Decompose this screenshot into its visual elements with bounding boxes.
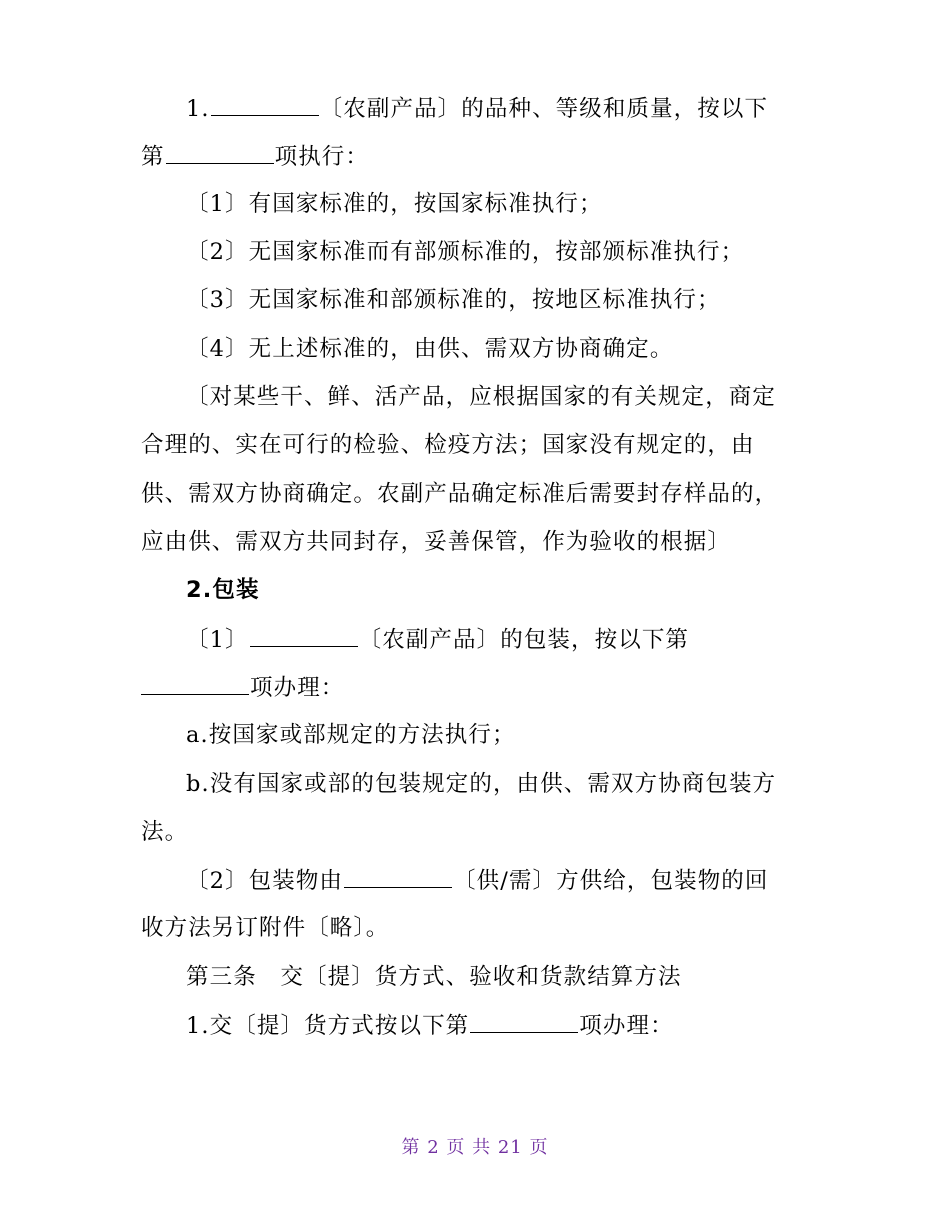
section-heading-packaging: 2.包装 [186, 577, 260, 603]
blank-field[interactable] [344, 865, 452, 888]
paragraph: b.没有国家或部的包装规定的，由供、需双方协商包装方 [186, 771, 777, 797]
paragraph: 〔2〕无国家标准而有部颁标准的，按部颁标准执行； [186, 239, 745, 265]
paragraph: 合理的、实在可行的检验、检疫方法；国家没有规定的，由 [141, 432, 755, 458]
article-3-heading: 第三条 交〔提〕货方式、验收和货款结算方法 [186, 964, 682, 990]
page-footer: 第 2 页 共 21 页 [401, 1137, 549, 1158]
blank-field[interactable] [470, 1010, 578, 1033]
delivery-method-line: 1.交〔提〕货方式按以下第 项办理： [186, 1010, 674, 1041]
paragraph: 〔3〕无国家标准和部颁标准的，按地区标准执行； [186, 287, 721, 313]
clause-1-item-line: 第 项执行： [141, 141, 369, 172]
blank-field[interactable] [250, 624, 358, 647]
blank-field[interactable] [141, 672, 249, 695]
packaging-item-line: 项办理： [141, 672, 344, 703]
blank-field[interactable] [166, 141, 274, 164]
paragraph: 应由供、需双方共同封存，妥善保管，作为验收的根据〕 [141, 529, 732, 555]
paragraph: 〔4〕无上述标准的，由供、需双方协商确定。 [186, 336, 674, 362]
paragraph: 收方法另订附件〔略〕。 [141, 915, 390, 941]
paragraph: 供、需双方协商确定。农副产品确定标准后需要封存样品的， [141, 481, 779, 507]
blank-field[interactable] [211, 93, 319, 116]
packaging-item-1-line: 〔1〕 〔农副产品〕的包装，按以下第 [186, 624, 689, 655]
paragraph: a.按国家或部规定的方法执行； [186, 722, 516, 748]
clause-1-quality-line: 1. 〔农副产品〕的品种、等级和质量，按以下 [186, 93, 768, 124]
packaging-item-2-line: 〔2〕包装物由 〔供/需〕方供给，包装物的回 [186, 865, 769, 896]
paragraph: 法。 [141, 819, 189, 845]
paragraph: 〔对某些干、鲜、活产品，应根据国家的有关规定，商定 [186, 384, 777, 410]
paragraph: 〔1〕有国家标准的，按国家标准执行； [186, 191, 603, 217]
